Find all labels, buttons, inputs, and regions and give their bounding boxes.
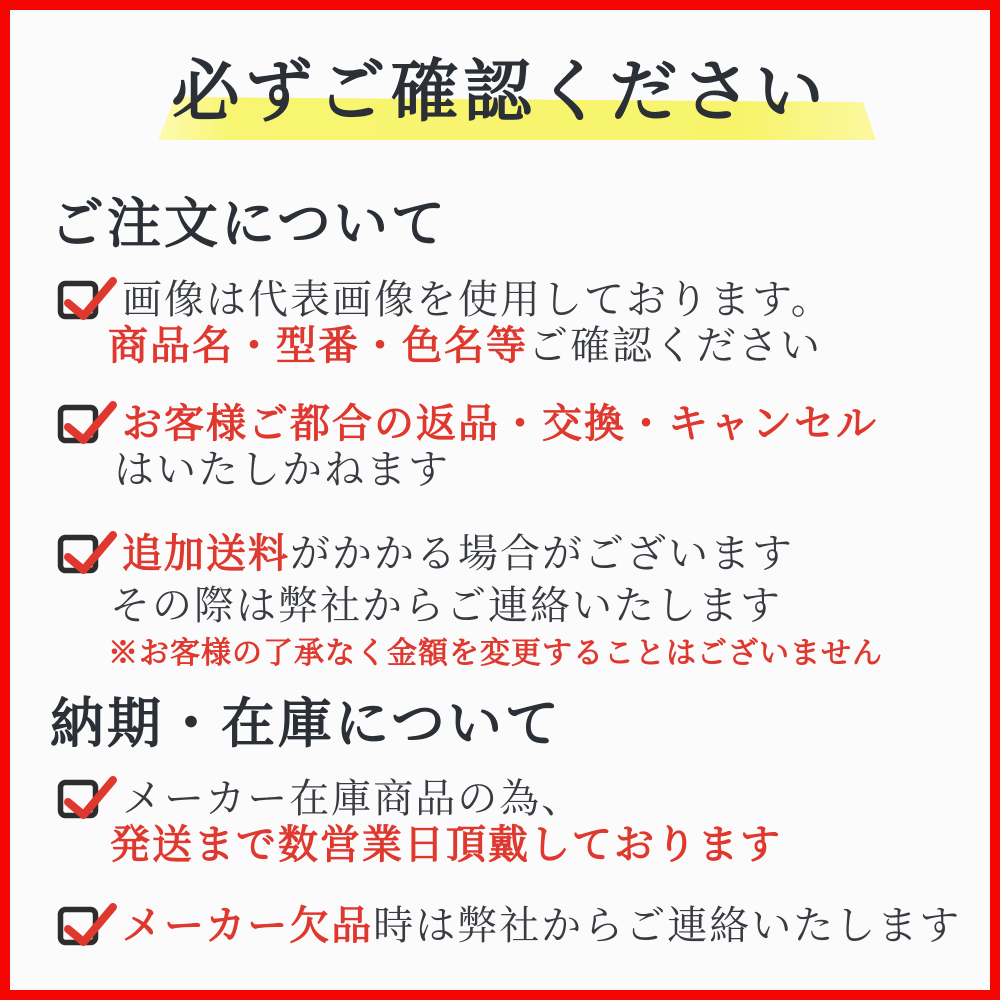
- page-title: 必ずご確認ください: [171, 54, 829, 130]
- checkbox-icon: [56, 400, 116, 450]
- checklist-item-line: [122, 402, 878, 446]
- price-change-note: ※お客様の了承なく金額を変更することはございません: [108, 637, 883, 670]
- text-segment: お客様ご都合の返品・交換・キャンセル: [122, 401, 878, 446]
- text-segment: 時は弊社からご連絡いたします: [373, 903, 962, 948]
- checklist-item-line: [122, 278, 833, 322]
- checkbox-icon: [56, 530, 116, 580]
- section-heading-order: ご注文について: [50, 194, 448, 254]
- text-segment: 発送まで数営業日頂戴しております: [110, 822, 782, 867]
- text-segment: 画像は代表画像を使用しております。: [122, 277, 833, 322]
- text-segment: メーカー在庫商品の為、: [122, 776, 584, 821]
- checklist-item-line: [122, 532, 794, 576]
- text-segment: がかかる場合がございます: [290, 531, 794, 576]
- checkbox-icon: [56, 775, 116, 825]
- text-segment: 商品名・型番・色名等: [108, 323, 528, 368]
- text-segment: メーカー欠品: [122, 903, 374, 948]
- checkbox-icon: [56, 276, 116, 326]
- checklist-item-line: [114, 448, 450, 492]
- checkbox-icon: [56, 902, 116, 952]
- text-segment: はいたしかねます: [114, 447, 450, 492]
- checklist-item-line: [108, 324, 822, 368]
- checklist-item-line: [110, 823, 782, 867]
- checklist-item-line: [122, 904, 961, 948]
- checklist-item-line: [122, 777, 583, 821]
- text-segment: その際は弊社からご連絡いたします: [110, 583, 782, 628]
- text-segment: 追加送料: [122, 531, 290, 576]
- checklist-item-line: [110, 584, 782, 628]
- section-heading-delivery-stock: 納期・在庫について: [50, 694, 562, 754]
- text-segment: ご確認ください: [528, 323, 822, 368]
